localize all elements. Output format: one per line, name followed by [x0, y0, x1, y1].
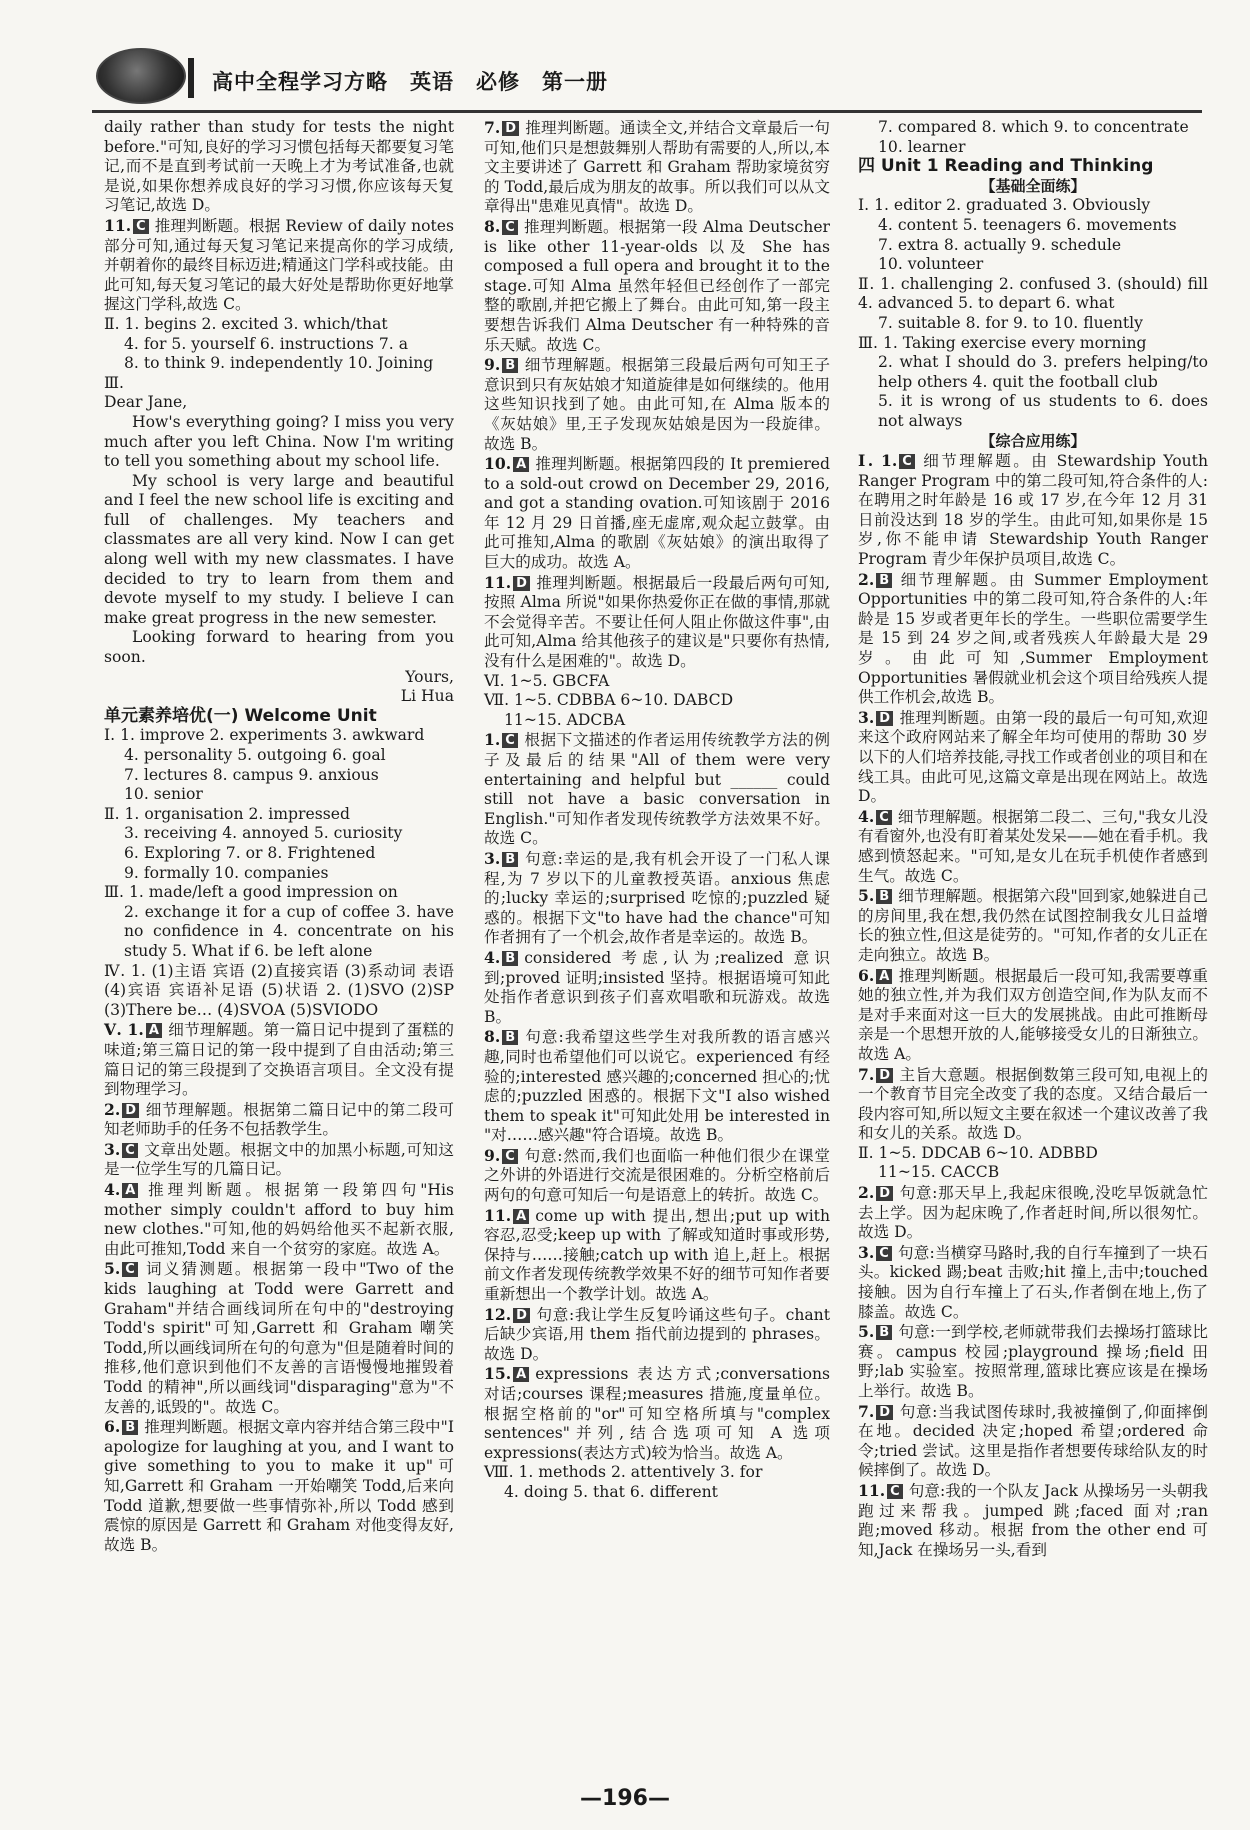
question-number: 3. — [104, 1139, 121, 1159]
answer-line: 10. volunteer — [878, 255, 984, 274]
explanation-text: 句意:我的一个队友 Jack 从操场另一头朝我跑过来帮我。jumped 跳;faced 面对;ran 跑;moved 移动。根据 from the other end 可知,Jack 在操场另一头,看到 — [858, 1481, 1208, 1559]
answer-badge: B — [876, 889, 892, 904]
question-number: 4. — [858, 806, 875, 826]
answer-badge: B — [502, 852, 518, 867]
answer-explanation — [484, 948, 830, 1027]
answer-badge: C — [133, 219, 149, 234]
explanation-text: expressions 表达方式;conversations 对话;courses 课程;measures 措施,度量单位。根据空格前的"or"可知空格所填与"complex sentences"并列,结合选项可知 A 选项 expressions(表达方式)较为恰当。故选 A。 — [484, 1365, 830, 1462]
answer-explanation — [858, 1183, 1208, 1243]
question-number: 1. — [484, 730, 501, 750]
question-number: 2. — [858, 1183, 875, 1203]
letter-paragraph: Looking forward to hearing from you soon. — [104, 628, 454, 667]
question-number: 5. — [104, 1259, 121, 1279]
answer-badge: C — [899, 454, 915, 469]
publisher-logo-icon — [96, 48, 186, 104]
answer-explanation — [484, 730, 830, 849]
answer-line: 7. lectures 8. campus 9. anxious — [124, 765, 379, 784]
question-number: 12. — [484, 1304, 512, 1324]
explanation-text: 句意:当横穿马路时,我的自行车撞到了一块石头。kicked 踢;beat 击败;hit 撞上,击中;touched 接触。因为自行车撞上了石头,作者倒在地上,伤了膝盖。故选 C。 — [858, 1243, 1208, 1321]
question-number: 10. — [484, 454, 512, 474]
answer-line: 7. suitable 8. for 9. to 10. fluently — [878, 313, 1143, 332]
question-number: 4. — [484, 947, 501, 967]
explanation-text: 细节理解题。根据第二段二、三句,"我女儿没有看窗外,也没有盯着某处发呆——她在看手机。我感到愤怒起来。"可知,是女儿在玩手机使作者感到生气。故选 C。 — [858, 807, 1208, 885]
answer-explanation — [484, 1364, 830, 1463]
explanation-text: 推理判断题。根据最后一段最后两句可知,按照 Alma 所说"如果你热爱你正在做的事情,那就不会觉得辛苦。不要让任何人阻止你做这件事",由此可知,Alma 给其他孩子的建议是"只要你有热情,没有什么是困难的"。故选 D。 — [484, 573, 830, 671]
question-number: 2. — [858, 569, 875, 589]
explanation-text: 推理判断题。根据 Review of daily notes 部分可知,通过每天复习笔记来提高你的学习成绩,并朝着你的最终目标迈进;精通这门学科或技能。由此可知,每天复习笔记的最大好处是帮助你更好地掌握这门学科,故选 C。 — [104, 216, 454, 314]
answer-explanation — [484, 454, 830, 573]
answer-badge: B — [122, 1420, 138, 1435]
answer-line: 6. Exploring 7. or 8. Frightened — [124, 843, 376, 862]
answer-explanation — [104, 1417, 454, 1555]
answer-badge: A — [146, 1023, 162, 1038]
question-number: 3. — [858, 1242, 875, 1262]
explanation-text: 句意:我希望这些学生对我所教的语言感兴趣,同时也希望他们可以说它。experienced 有经验的;interested 感兴趣的;concerned 担心的;忧虑的;puzzled 困惑的。根据下文"I also wished them to speak it"可知此处用 be interested in "对……感兴趣"符合语境。故选 B。 — [484, 1028, 830, 1145]
answer-badge: D — [502, 121, 519, 136]
answer-badge: A — [513, 457, 529, 472]
explanation-text: considered 考虑,认为;realized 意识到;proved 证明;insisted 坚持。根据语境可知此处指作者意识到孩子们喜欢唱歌和玩游戏。故选 B。 — [484, 948, 830, 1026]
question-number: 3. — [858, 707, 875, 727]
answer-line: Ⅲ. 1. Taking exercise every morning — [858, 333, 1147, 352]
answer-line: Ⅱ. 1. organisation 2. impressed — [104, 804, 350, 823]
answer-badge: C — [876, 1246, 892, 1261]
answer-badge: C — [502, 733, 518, 748]
answer-explanation — [484, 1206, 830, 1305]
question-number: 9. — [484, 1145, 501, 1165]
answer-explanation — [104, 1140, 454, 1180]
explanation-text: 细节理解题。根据第三段最后两句可知王子意识到只有灰姑娘才知道旋律是如何继续的。他用这些知识找到了她。由此可知,在 Alma 版本的《灰姑娘》里,王子发现灰姑娘是因为一段旋律。故选 B。 — [484, 356, 830, 453]
header-divider — [188, 58, 194, 98]
answer-explanation — [104, 216, 454, 315]
course-type: 必修 — [476, 70, 520, 94]
answer-badge: C — [876, 810, 892, 825]
answer-line: Ⅲ. — [104, 373, 124, 392]
page-number: —196— — [580, 1786, 670, 1811]
subsection-heading: 【综合应用练】 — [980, 431, 1086, 450]
answer-explanation — [858, 966, 1208, 1065]
explanation-text: 主旨大意题。根据倒数第三段可知,电视上的一个教育节目完全改变了我的态度。又结合最后一段内容可知,所以短文主要在叙述一个建议改善了我和女儿的关系。故选 D。 — [858, 1065, 1208, 1143]
answer-line: Ⅵ. 1~5. GBCFA — [484, 671, 610, 690]
answer-explanation — [484, 118, 830, 217]
question-number: Ⅰ. 1. — [858, 451, 898, 471]
answer-column-3 — [858, 118, 1208, 1560]
answer-line: daily rather than study for tests the night before."可知,良好的学习习惯包括每天都要复习笔记,而不是直到考试前一天晚上才为考试准备,也就是说,如果你想养成良好的学习习惯,你应该每天复习笔记,故选 D。 — [104, 118, 454, 215]
answer-line: 8. to think 9. independently 10. Joining — [124, 354, 434, 373]
question-number: 11. — [484, 1205, 512, 1225]
answer-explanation — [484, 849, 830, 948]
explanation-text: 文章出处题。根据文中的加黑小标题,可知这是一位学生写的几篇日记。 — [104, 1140, 454, 1179]
section-heading: 单元素养培优(一) Welcome Unit — [104, 705, 377, 726]
explanation-text: 句意:那天早上,我起床很晚,没吃早饭就急忙去上学。因为起床晚了,作者赶时间,所以很匆忙。故选 D。 — [858, 1184, 1208, 1242]
explanation-text: 句意:然而,我们也面临一种他们很少在课堂之外讲的外语进行交流是很困难的。分析空格前后两句的句意可知后一句是语意上的转折。故选 C。 — [484, 1146, 830, 1205]
question-number: 6. — [104, 1417, 121, 1437]
explanation-text: 推理判断题。根据文章内容并结合第三段中"I apologize for laughing at you, and I want to give something to you to make it up"可知,Garrett 和 Graham 一开始嘲笑 Todd,后来向 Todd 道歉,想要做一些事情弥补,所以 Todd 感到震惊的原因是 Garrett 和 Graham 对他变得友好,故选 B。 — [104, 1418, 454, 1554]
answer-badge: C — [502, 220, 518, 235]
answer-badge: D — [122, 1103, 139, 1118]
answer-explanation — [104, 1020, 454, 1099]
question-number: 5. — [858, 886, 875, 906]
explanation-text: 细节理解题。根据第二篇日记中的第二段可知老师助手的任务不包括教学生。 — [104, 1100, 454, 1139]
question-number: 15. — [484, 1364, 512, 1384]
answer-explanation — [858, 1065, 1208, 1144]
answer-explanation — [484, 1146, 830, 1206]
answer-badge: C — [122, 1143, 138, 1158]
answer-explanation — [858, 1322, 1208, 1401]
explanation-text: 词义猜测题。根据第一段中"Two of the kids laughing at Todd were Garrett and Graham"并结合画线词所在句中的"destroying Todd's spirit"可知,Garrett 和 Graham 嘲笑 Todd,所以画线词所在句的句意为"但是随着时间的推移,他们意识到他们不友善的言语慢慢地摧毁着 Todd 的精神",所以画线词"disparaging"意为"不友善的,诋毁的"。故选 C。 — [104, 1260, 454, 1416]
explanation-text: 推理判断题。根据第一段第四句"His mother simply couldn't afford to buy him new clothes."可知,他的妈妈给他买不起新衣服,由此可推知,Todd 来自一个贫穷的家庭。故选 A。 — [104, 1181, 454, 1258]
answer-explanation — [104, 1259, 454, 1417]
letter-signature: Yours, — [405, 667, 454, 686]
answer-line: 7. extra 8. actually 9. schedule — [878, 235, 1122, 254]
answer-explanation — [858, 1402, 1208, 1481]
answer-line: 3. receiving 4. annoyed 5. curiosity — [124, 824, 403, 843]
answer-explanation — [484, 1305, 830, 1365]
answer-badge: A — [513, 1367, 529, 1382]
answer-explanation — [484, 217, 830, 355]
answer-line: Ⅶ. 1~5. CDBBA 6~10. DABCD — [484, 691, 734, 710]
answer-explanation — [858, 1481, 1208, 1560]
question-number: 5. — [858, 1322, 875, 1342]
answer-line: Ⅰ. 1. improve 2. experiments 3. awkward — [104, 726, 425, 745]
question-number: 7. — [858, 1401, 875, 1421]
answer-line: 11~15. CACCB — [878, 1163, 1000, 1182]
question-number: 6. — [858, 965, 875, 985]
answer-badge: D — [513, 1308, 530, 1323]
answer-explanation — [484, 355, 830, 454]
answer-badge: D — [876, 1186, 893, 1201]
answer-explanation — [858, 1243, 1208, 1322]
explanation-text: 句意:一到学校,老师就带我们去操场打篮球比赛。campus 校园;playground 操场;field 田野;lab 实验室。按照常理,篮球比赛应该是在操场上举行。故选 B。 — [858, 1323, 1208, 1400]
answer-line: 11~15. ADCBA — [504, 710, 626, 729]
answer-line: Ⅷ. 1. methods 2. attentively 3. for — [484, 1463, 763, 1482]
page-header — [92, 44, 1202, 113]
question-number: 11. — [858, 1480, 886, 1500]
question-number: 8. — [484, 1027, 501, 1047]
explanation-text: 句意:当我试图传球时,我被撞倒了,仰面摔倒在地。decided 决定;hoped 希望;ordered 命令;tried 尝试。这里是指作者想要传球给队友的时候摔倒了。故选 D。 — [858, 1402, 1208, 1480]
answer-explanation — [104, 1180, 454, 1259]
question-number: 2. — [104, 1099, 121, 1119]
explanation-text: 推理判断题。根据第四段的 It premiered to a sold-out crowd on December 29, 2016, and got a standing ovation.可知该剧于 2016 年 12 月 29 日首播,座无虚席,观众起立鼓掌。由此可推知,Alma 的歌剧《灰姑娘》的演出取得了巨大的成功。故选 A。 — [484, 455, 830, 572]
answer-explanation — [104, 1100, 454, 1140]
letter-paragraph: My school is very large and beautiful and I feel the new school life is exciting and full of challenges. My teachers and classmates are all very kind. Now I can get along well with my new classmates. I have decided to try to learn from them and devote myself to my study. I believe I can make great progress in the new semester. — [104, 471, 454, 627]
explanation-text: 句意:我让学生反复吟诵这些句子。chant 后缺少宾语,用 them 指代前边提到的 phrases。故选 D。 — [484, 1305, 830, 1363]
answer-badge: C — [887, 1484, 903, 1499]
question-number: 11. — [104, 215, 132, 235]
answer-badge: D — [876, 1068, 893, 1083]
question-number: 11. — [484, 572, 512, 592]
answer-explanation — [484, 1027, 830, 1146]
answer-column-2 — [484, 118, 830, 1503]
explanation-text: 推理判断题。通读全文,并结合文章最后一句可知,他们只是想鼓舞别人帮助有需要的人,所以,本文主要讲述了 Garrett 和 Graham 帮助家境贫穷的 Todd,最后成为朋友的故事。所以我们可以从文章得出"患难见真情"。故选 D。 — [484, 119, 830, 216]
section-heading: 四 Unit 1 Reading and Thinking — [858, 156, 1154, 177]
subsection-heading: 【基础全面练】 — [980, 176, 1086, 195]
answer-line: 10. learner — [878, 137, 966, 156]
explanation-text: 细节理解题。第一篇日记中提到了蛋糕的味道;第三篇日记的第一段中提到了自由活动;第三篇日记的第三段提到了交换语言项目。全文没有提到物理学习。 — [104, 1021, 454, 1099]
answer-explanation — [858, 807, 1208, 886]
answer-badge: A — [122, 1183, 138, 1198]
explanation-text: 句意:幸运的是,我有机会开设了一门私人课程,为 7 岁以下的儿童教授英语。anxious 焦虑的;lucky 幸运的;surprised 吃惊的;puzzled 疑惑的。根据下文"to have had the chance"可知作者拥有了一个机会,故作者是幸运的。故选 B。 — [484, 849, 830, 947]
answer-explanation — [484, 573, 830, 672]
answer-line: 9. formally 10. companies — [124, 863, 329, 882]
answer-line: 10. senior — [124, 785, 203, 804]
question-number: 7. — [858, 1064, 875, 1084]
question-number: 8. — [484, 216, 501, 236]
answer-badge: D — [876, 711, 893, 726]
explanation-text: 推理判断题。根据最后一段可知,我需要尊重她的独立性,并为我们双方创造空间,作为队友而不是对手来面对这一巨大的发展挑战。由此可推断母亲是一个思想开放的人,能够接受女儿的日渐独立。故选 A。 — [858, 966, 1208, 1063]
answer-line: Dear Jane, — [104, 393, 188, 412]
answer-badge: D — [513, 576, 530, 591]
book-title — [212, 66, 630, 96]
answer-explanation — [858, 708, 1208, 807]
answer-badge: C — [502, 1149, 518, 1164]
answer-line: 4. content 5. teenagers 6. movements — [878, 215, 1177, 234]
answer-line: 7. compared 8. which 9. to concentrate — [878, 118, 1189, 136]
explanation-text: 细节理解题。由 Stewardship Youth Ranger Program 中的第二段可知,符合条件的人:在聘用之时年龄是 16 或 17 岁,在今年 12 月 31 日前没达到 18 岁的学生。由此可知,如果你是 15 岁,你不能申请 Stewardship Youth Ranger Program 青少年保护员项目,故选 C。 — [858, 452, 1208, 569]
answer-line: Ⅰ. 1. editor 2. graduated 3. Obviously — [858, 196, 1151, 215]
explanation-text: 细节理解题。根据第六段"回到家,她躲进自己的房间里,我在想,我仍然在试图控制我女儿日益增长的独立性,但这是徒劳的。"可知,作者的女儿正在走向独立。故选 B。 — [858, 887, 1208, 964]
explanation-text: 细节理解题。由 Summer Employment Opportunities 中的第二段可知,符合条件的人:年龄是 15 岁或者更年长的学生。一些职位需要学生是 15 到 24 岁之间,或者残疾人年龄最大是 29 岁。由此可知,Summer Employment Opportunities 暑假就业机会这个项目给残疾人提供工作机会,故选 B。 — [858, 570, 1208, 707]
answer-explanation — [858, 570, 1208, 708]
answer-column-1 — [104, 118, 454, 1555]
answer-explanation — [858, 886, 1208, 965]
answer-badge: B — [876, 573, 892, 588]
answer-badge: B — [502, 951, 518, 966]
explanation-text: 根据下文描述的作者运用传统教学方法的例子及最后的结果"All of them were very entertaining and helpful but ______ could still not have a basic conversation in English."可知作者发现传统教学方法效果不好。故选 C。 — [484, 731, 830, 848]
answer-line: 5. it is wrong of us students to 6. does not always — [878, 392, 1208, 430]
answer-line: 4. personality 5. outgoing 6. goal — [124, 746, 386, 764]
question-number: 7. — [484, 118, 501, 137]
question-number: 4. — [104, 1180, 121, 1200]
letter-paragraph: How's everything going? I miss you very much after you left China. Now I'm writing to tell you something about my school life. — [104, 412, 454, 471]
question-number: Ⅴ. 1. — [104, 1020, 144, 1040]
answer-line: 2. exchange it for a cup of coffee 3. have no confidence in 4. concentrate on his study 5. What if 6. be left alone — [124, 902, 454, 960]
volume: 第一册 — [542, 70, 608, 94]
answer-explanation — [858, 451, 1208, 570]
answer-line: Ⅳ. 1. (1)主语 宾语 (2)直接宾语 (3)系动词 表语 (4)宾语 宾语补足语 (5)状语 2. (1)SVO (2)SP (3)There be… (4)SVOA (5)SVIODO — [104, 961, 454, 1019]
answer-line: Ⅲ. 1. made/left a good impression on — [104, 883, 398, 902]
explanation-text: 推理判断题。根据第一段 Alma Deutscher is like other 11-year-olds 以及 She has composed a full opera and brought it to the stage.可知 Alma 虽然年轻但已经创作了一部完整的歌剧,并把它搬上了舞台。由此可知,第一段主要想告诉我们 Alma Deutscher 有一种特殊的音乐天赋。故选 C。 — [484, 217, 830, 354]
answer-badge: C — [122, 1262, 138, 1277]
answer-line: 4. doing 5. that 6. different — [504, 1482, 718, 1501]
answer-badge: B — [502, 358, 518, 373]
answer-badge: A — [513, 1209, 529, 1224]
answer-line: 2. what I should do 3. prefers helping/to help others 4. quit the football club — [878, 353, 1208, 391]
subject: 英语 — [410, 70, 454, 94]
answer-line: Ⅱ. 1. challenging 2. confused 3. (should) fill 4. advanced 5. to depart 6. what — [858, 274, 1208, 313]
question-number: 9. — [484, 355, 501, 375]
question-number: 3. — [484, 848, 501, 868]
book-series: 高中全程学习方略 — [212, 70, 388, 94]
answer-line: Ⅱ. 1~5. DDCAB 6~10. ADBBD — [858, 1143, 1098, 1162]
answer-line: 4. for 5. yourself 6. instructions 7. a — [124, 334, 409, 353]
answer-line: Ⅱ. 1. begins 2. excited 3. which/that — [104, 314, 388, 333]
answer-badge: A — [876, 969, 892, 984]
explanation-text: 推理判断题。由第一段的最后一句可知,欢迎来这个政府网站来了解全年均可使用的帮助 30 岁以下的人们培养技能,寻找工作或者创业的项目和在线工具。由此可见,这篇文章是出现在网站上。故选 D。 — [858, 708, 1208, 806]
explanation-text: come up with 提出,想出;put up with 容忍,忍受;keep up with 了解或知道时事或形势,保持与……接触;catch up with 追上,赶上。根据前文作者发现传统教学效果不好的细节可知作者要重新想出一个教学计划。故选 A。 — [484, 1206, 830, 1304]
letter-signature: Li Hua — [400, 687, 454, 706]
answer-badge: D — [876, 1405, 893, 1420]
answer-badge: B — [876, 1325, 892, 1340]
answer-badge: B — [502, 1030, 518, 1045]
